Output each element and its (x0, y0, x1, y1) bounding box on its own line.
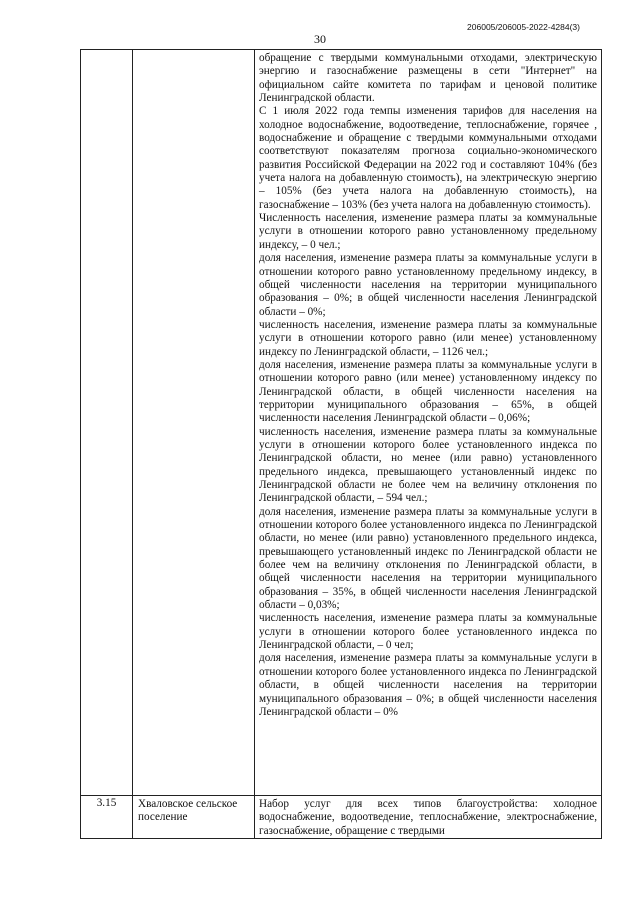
paragraph: обращение с твердыми коммунальными отходами, электрическую энергию и газоснабжение размещены в сети "Интернет" на официальном сайте комитета по тарифам и ценовой политике Ленинградской области. (259, 52, 597, 105)
table-row (81, 50, 602, 796)
number-cell (81, 50, 133, 796)
row-number: 3.15 (81, 796, 133, 839)
paragraph: численность населения, изменение размера платы за коммунальные услуги в отношении которого более установленного индекса по Ленинградской области, – 0 чел; (259, 612, 597, 652)
municipality-name: Хваловское сельское поселение (138, 798, 238, 824)
description-cell (255, 796, 602, 839)
municipality-table (80, 49, 602, 839)
document-id: 206005/206005-2022-4284(3) (467, 22, 580, 32)
paragraph: численность населения, изменение размера платы за коммунальные услуги в отношении которого равно (или менее) установленному индексу по Ленинградской области, – 1126 чел.; (259, 318, 597, 358)
paragraph: доля населения, изменение размера платы за коммунальные услуги в отношении которого более установленного индекса по Ленинградской области, но менее (или равно) установленного предельного индекса, превышающего установленный индекс по Ленинградской области не более чем на величину отклонения по Ленинградской области, в общей численности населения на территории муниципального образования – 35%, в общей численности населения Ленинградской области – 0,03%; (259, 505, 597, 612)
table-row (81, 796, 602, 839)
page-number: 30 (314, 32, 326, 46)
paragraph: доля населения, изменение размера платы за коммунальные услуги в отношении которого равно (или менее) установленному индексу по Ленинградской области, в общей численности населения на территории муниципального образования – 65%, в общей численности населения Ленинградской области – 0,06%; (259, 358, 597, 425)
municipality-name-cell (133, 796, 255, 839)
paragraph: доля населения, изменение размера платы за коммунальные услуги в отношении которого более установленного индекса по Ленинградской области, в общей численности населения на территории муниципального образования – 0%; в общей численности населения Ленинградской области – 0% (259, 652, 597, 718)
paragraph: С 1 июля 2022 года темпы изменения тарифов для населения на холодное водоснабжение, водоотведение, теплоснабжение, горячее , водоснабжение и обращение с твердыми коммунальными отходами соответствуют показателям прогноза социально-экономического развития Российской Федерации на 2022 год и составляют 104% (без учета налога на добавленную стоимость), на электрическую энергию – 105% (без учета налога на добавленную стоимость), на газоснабжение – 103% (без учета налога на добавленную стоимость). (259, 105, 597, 211)
description-cell (255, 50, 602, 796)
paragraph: Набор услуг для всех типов благоустройства: холодное водоснабжение, водоотведение, теплоснабжение, электроснабжение, газоснабжение, обращение с твердыми (259, 798, 597, 837)
paragraph: численность населения, изменение размера платы за коммунальные услуги в отношении которого более установленного индекса по Ленинградской области, но менее (или равно) установленного предельного индекса, превышающего установленный индекс по Ленинградской области не более чем на величину отклонения по Ленинградской области, – 594 чел.; (259, 425, 597, 505)
paragraph: Численность населения, изменение размера платы за коммунальные услуги в отношении которого равно установленному предельному индексу, – 0 чел.; (259, 212, 597, 251)
name-cell (133, 50, 255, 796)
paragraph: доля населения, изменение размера платы за коммунальные услуги в отношении которого равно установленному предельному индексу, в общей численности населения на территории муниципального образования – 0%; в общей численности населения Ленинградской области – 0%; (259, 252, 597, 318)
